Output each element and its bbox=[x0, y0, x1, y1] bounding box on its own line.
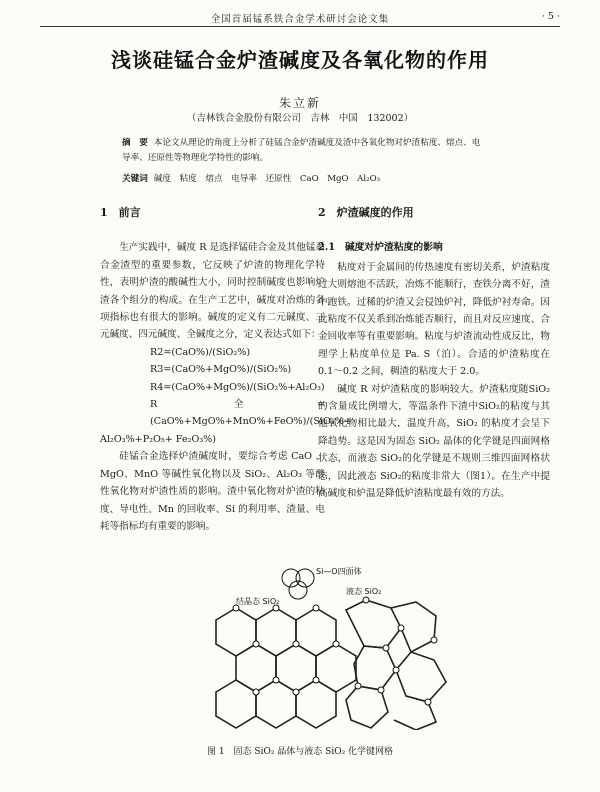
abstract-text: 本论文从理论的角度上分析了硅锰合金炉渣碱度及渣中各氧化物对炉渣粘度、熔点、电导率、还原性等物理化学特性的影响。 bbox=[122, 138, 481, 163]
running-header bbox=[40, 8, 560, 27]
oxygen-atom bbox=[398, 625, 404, 631]
abstract-label: 摘 要 bbox=[122, 138, 148, 148]
subsection-2-1-heading: 2.1 碱度对炉渣粘度的影响 bbox=[318, 242, 443, 254]
oxygen-atom bbox=[273, 677, 279, 683]
section-2-heading: 2 炉渣碱度的作用 bbox=[318, 206, 414, 219]
left-column bbox=[100, 204, 352, 535]
keywords-text: 碱度 粘度 熔点 电导率 还原性 CaO MgO Al₂O₃ bbox=[153, 174, 381, 184]
right-column bbox=[318, 204, 550, 503]
oxygen-atom bbox=[293, 641, 299, 647]
label-tetrahedron: Si—O四面体 bbox=[316, 567, 362, 576]
oxygen-atom bbox=[425, 699, 431, 705]
oxygen-atom bbox=[313, 605, 319, 611]
keywords-label: 关键词 bbox=[122, 174, 148, 184]
formula-r2: R2=(CaO%)/(SiO₂%) bbox=[150, 346, 251, 358]
hexagon-ring bbox=[276, 644, 316, 692]
proceedings-title: 全国首届锰系铁合金学术研讨会论文集 bbox=[210, 14, 390, 25]
affiliation: （吉林铁合金股份有限公司 吉林 中国 132002） bbox=[186, 113, 414, 124]
section-1-heading: 1 前言 bbox=[100, 206, 141, 219]
page-number: · 5 · bbox=[541, 11, 560, 22]
formula-r4: R4=(CaO%+MgO%)/(SiO₂%+Al₂O₃) bbox=[150, 381, 325, 393]
label-liquid: 液态 SiO₂ bbox=[346, 587, 382, 596]
oxygen-atom bbox=[313, 677, 319, 683]
section-2-paragraph-2: 碱度 R 对炉渣粘度的影响较大。炉渣粘度随SiO₂的含量成比例增大，等温条件下渣中SiO₂的粘度与其他氧化物相比最大，温度升高，SiO₂ 的粘度才会呈下降趋势。这是因为固态 SiO₂ 晶体的化学键是四面网格状态，而液态 SiO₂的化学键是不规则三维四面网格状态，因此液态 SiO₂的粘度非常大（图1）。在生产中提高碱度和炉温是降低炉渣粘度最有效的方法。 bbox=[318, 383, 550, 500]
silica-network-diagram bbox=[196, 560, 466, 730]
paper-title: 浅谈硅锰合金炉渣碱度及各氧化物的作用 bbox=[111, 48, 489, 72]
hexagon-ring bbox=[216, 680, 256, 728]
oxygen-atom bbox=[253, 641, 259, 647]
oxygen-atom bbox=[383, 645, 389, 651]
hexagon-ring bbox=[296, 680, 336, 728]
formula-r3: R3=(CaO%+MgO%)/(SiO₂%) bbox=[150, 364, 292, 376]
oxygen-atom bbox=[253, 689, 259, 695]
hexagon-ring bbox=[236, 644, 276, 692]
figure-1 bbox=[196, 560, 466, 730]
section-1-paragraph-1: 生产实践中，碱度 R 是选择锰硅合金及其他锰系合金渣型的重要参数，它反映了炉渣的物理化学特性，表明炉渣的酸碱性大小，同时控制碱度也影响炉渣各个组分的构成。在生产工艺中，碱度对冶炼的各项指标也有很大的影响。碱度的定义有二元碱度、三元碱度、四元碱度、全碱度之分，定义表达式如下： bbox=[100, 242, 325, 341]
oxygen-atom bbox=[431, 637, 437, 643]
section-1-paragraph-2: 硅锰合金选择炉渣碱度时，要综合考虑 CaO 、MgO、MnO 等碱性氧化物以及 SiO₂、Al₂O₃ 等酸性氧化物对炉渣性质的影响。渣中氧化物对炉渣的粘度、导电性、Mn 的回收率、Si 的利用率、渣量、电耗等指标均有重要的影响。 bbox=[100, 451, 325, 532]
label-crystal: 结晶态 SiO₂ bbox=[236, 597, 280, 606]
oxygen-atom bbox=[333, 641, 339, 647]
oxygen-atom bbox=[293, 689, 299, 695]
abstract bbox=[122, 136, 482, 166]
oxygen-atom bbox=[363, 597, 369, 603]
author: 朱立新 bbox=[278, 96, 321, 110]
oxygen-atom bbox=[378, 687, 384, 693]
oxygen-atom bbox=[393, 667, 399, 673]
formula-r-total-cont: Al₂O₃%+P₂O₅+ Fe₂O₃%) bbox=[100, 433, 217, 445]
hexagon-ring bbox=[216, 608, 256, 656]
liquid-ring bbox=[396, 652, 446, 702]
figure-1-caption: 图 1 固态 SiO₂ 晶体与液态 SiO₂ 化学键网格 bbox=[206, 747, 394, 757]
formula-r-total: R 全=(CaO%+MgO%+MnO%+FeO%)/(SiO₂%+ bbox=[150, 399, 352, 428]
hexagon-ring bbox=[316, 644, 356, 692]
hexagon-ring bbox=[296, 608, 336, 656]
hexagon-ring bbox=[256, 608, 296, 656]
hexagon-ring bbox=[256, 680, 296, 728]
keywords bbox=[122, 172, 482, 184]
oxygen-atom bbox=[355, 683, 361, 689]
section-2-paragraph-1: 粘度对于金属间的传热速度有密切关系，炉渣粘度过大则熔池不活跃，冶炼不能顺行，查铁分离不好，渣中跑铁。过稀的炉渣又会侵蚀炉衬，降低炉衬寿命。因此粘度不仅关系到冶炼能否顺行，而且对反应速度、合金回收率等有重要影响。粘度与炉渣流动性成反比，物理学上粘度单位是 Pa. S（泊）。合适的炉渣粘度在 0.1～0.2 之间，稠渣的粘度大于 2.0。 bbox=[318, 261, 550, 378]
